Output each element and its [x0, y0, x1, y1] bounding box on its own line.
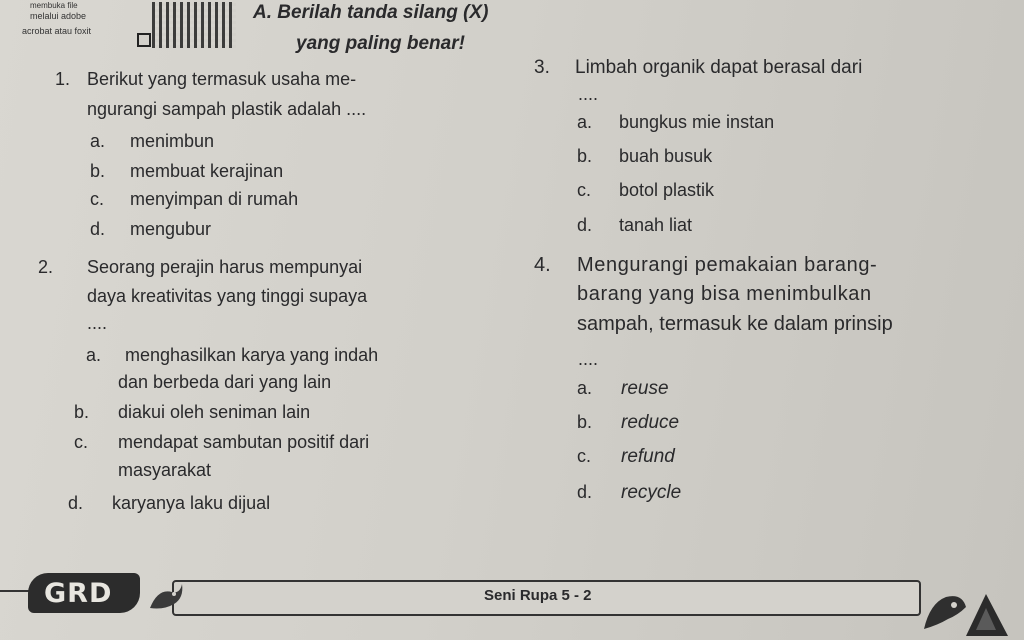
option-letter: b. — [577, 412, 593, 432]
option-letter: c. — [577, 180, 592, 200]
question-text: sampah, termasuk ke dalam prinsip — [577, 313, 893, 335]
option-text[interactable]: tanah liat — [619, 215, 693, 235]
question-number: 2. — [38, 257, 54, 277]
question-text: .... — [87, 313, 108, 333]
option-text[interactable]: mengubur — [130, 219, 212, 239]
decorative-hat-icon — [962, 590, 1012, 638]
question-text: Seorang perajin harus mempunyai — [87, 257, 363, 277]
note-line-2: melalui adobe — [30, 11, 87, 21]
question-text: Mengurangi pemakaian barang- — [577, 254, 878, 276]
note-line-1: membuka file — [30, 1, 78, 10]
footer-rule — [0, 590, 30, 592]
option-letter: b. — [90, 161, 106, 181]
question-text: .... — [578, 84, 599, 104]
question-text: barang yang bisa menimbulkan — [577, 283, 872, 305]
option-letter: c. — [577, 446, 592, 466]
question-number: 3. — [534, 57, 550, 78]
option-text[interactable]: bungkus mie instan — [619, 112, 775, 132]
option-letter: a. — [86, 345, 102, 365]
question-text: ngurangi sampah plastik adalah .... — [87, 99, 367, 119]
option-letter: c. — [90, 189, 105, 209]
option-letter: a. — [90, 131, 106, 151]
option-text[interactable]: refund — [621, 446, 675, 467]
option-letter: d. — [90, 219, 106, 239]
option-text[interactable]: menghasilkan karya yang indah — [125, 345, 379, 365]
option-text[interactable]: menimbun — [130, 131, 215, 151]
option-letter: c. — [74, 432, 89, 452]
option-letter: d. — [577, 482, 593, 502]
question-text: Berikut yang termasuk usaha me- — [87, 69, 357, 89]
qr-code-icon — [152, 2, 236, 48]
option-letter: b. — [74, 402, 90, 422]
question-number: 1. — [55, 69, 71, 89]
qr-marker-icon — [137, 33, 151, 47]
section-heading: A. Berilah tanda silang (X) — [253, 2, 489, 23]
option-letter: a. — [577, 112, 593, 132]
option-letter: a. — [577, 378, 593, 398]
section-heading-line2: yang paling benar! — [296, 33, 465, 54]
option-text[interactable]: reuse — [621, 378, 669, 399]
option-text[interactable]: menyimpan di rumah — [130, 189, 299, 209]
cartoon-bird-icon — [146, 578, 186, 612]
option-letter: b. — [577, 146, 593, 166]
option-text: dan berbeda dari yang lain — [118, 372, 332, 392]
option-text[interactable]: recycle — [621, 482, 682, 503]
option-letter: d. — [68, 493, 84, 513]
option-text[interactable]: botol plastik — [619, 180, 715, 200]
option-text[interactable]: buah busuk — [619, 146, 713, 166]
question-text: daya kreativitas yang tinggi supaya — [87, 286, 368, 306]
question-text: .... — [578, 349, 599, 369]
option-letter: d. — [577, 215, 593, 235]
question-number: 4. — [534, 254, 551, 276]
option-text[interactable]: diakui oleh seniman lain — [118, 402, 311, 422]
option-text[interactable]: reduce — [621, 412, 680, 433]
footer-page-label: Seni Rupa 5 - 2 — [484, 587, 592, 604]
publisher-logo-text: GRD — [44, 578, 113, 609]
option-text[interactable]: membuat kerajinan — [130, 161, 284, 181]
option-text: masyarakat — [118, 460, 212, 480]
option-text[interactable]: karyanya laku dijual — [112, 493, 271, 513]
note-line-3: acrobat atau foxit — [22, 26, 92, 36]
question-text: Limbah organik dapat berasal dari — [575, 57, 863, 78]
option-text[interactable]: mendapat sambutan positif dari — [118, 432, 370, 452]
